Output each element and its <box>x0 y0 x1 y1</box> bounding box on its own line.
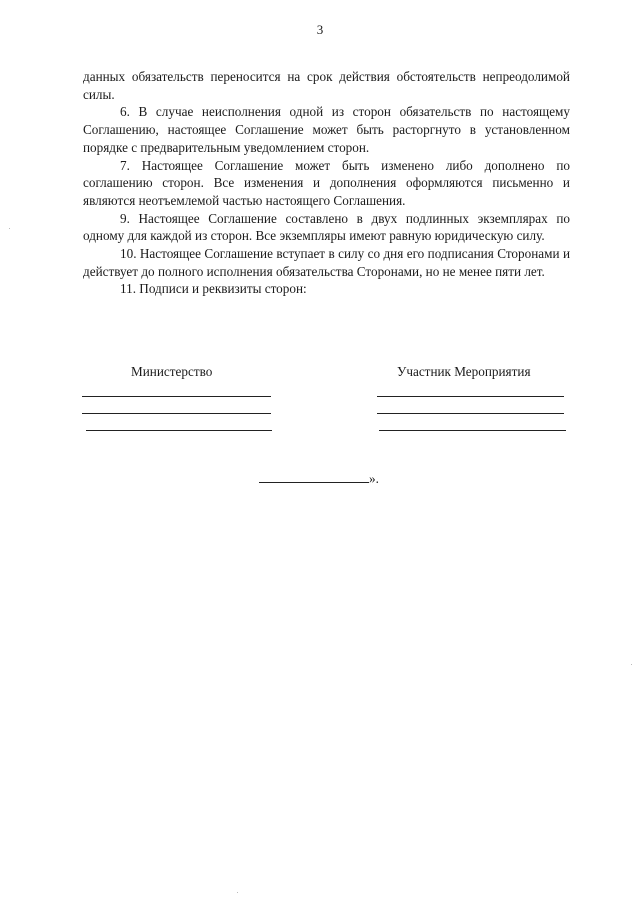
agreement-text <box>83 68 570 298</box>
signature-party-participant: Участник Мероприятия <box>397 364 531 379</box>
paragraph-7: 7. Настоящее Соглашение может быть изменено либо дополнено по соглашению сторон. Все изменения и дополнения оформляются письменно и являются неотъемлемой частью настоящего Соглашения. <box>83 157 570 208</box>
closing-line <box>259 470 379 487</box>
scan-speck <box>9 228 10 229</box>
paragraph-10: 10. Настоящее Соглашение вступает в силу со дня его подписания Сторонами и действует до полного исполнения обязательства Сторонами, но не менее пяти лет. <box>83 246 570 279</box>
signature-line-left-3 <box>86 430 272 431</box>
page-number: 3 <box>316 22 324 37</box>
scan-speck <box>237 892 238 893</box>
signature-line-left-1 <box>82 396 271 397</box>
signature-line-right-1 <box>377 396 564 397</box>
signature-party-ministry: Министерство <box>131 364 213 379</box>
closing-quote: ». <box>369 471 379 486</box>
signature-line-left-2 <box>82 413 271 414</box>
scan-speck <box>631 664 632 665</box>
paragraph-9: 9. Настоящее Соглашение составлено в двух подлинных экземплярах по одному для каждой из сторон. Все экземпляры имеют равную юридическую силу. <box>83 210 570 244</box>
paragraph-11: 11. Подписи и реквизиты сторон: <box>120 281 307 297</box>
signature-line-right-3 <box>379 430 566 431</box>
paragraph-continuation: данных обязательств переносится на срок действия обстоятельств непреодолимой силы. <box>83 69 570 102</box>
signature-line-right-2 <box>377 413 564 414</box>
closing-blank <box>259 470 369 483</box>
paragraph-6: 6. В случае неисполнения одной из сторон обязательств по настоящему Соглашению, настоящее Соглашение может быть расторгнуто в установленном порядке с предварительным уведомлением сторон. <box>83 104 570 155</box>
